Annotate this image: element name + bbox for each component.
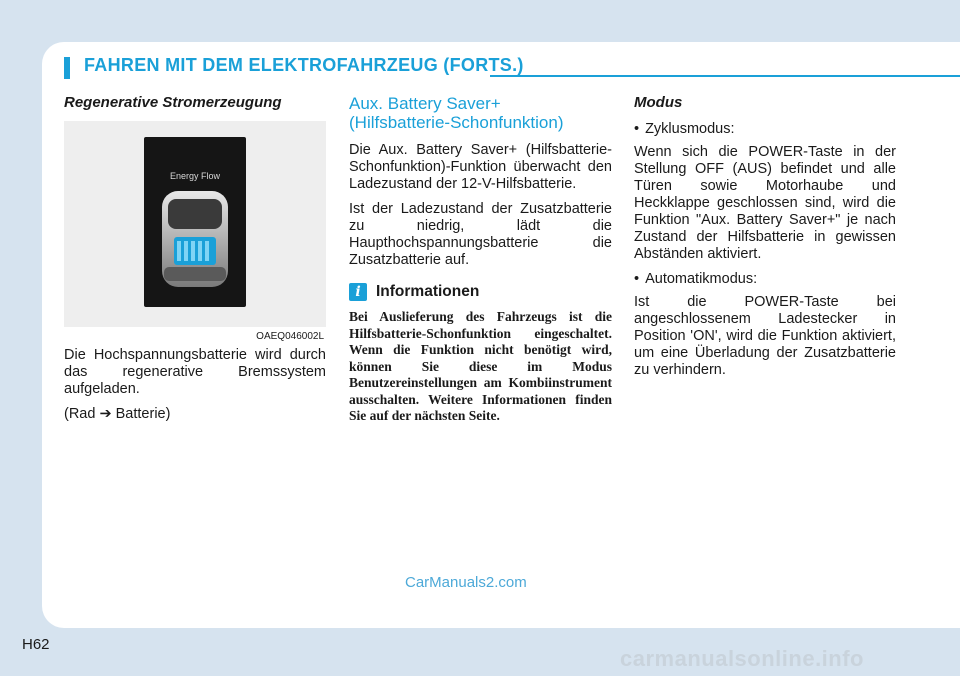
energy-flow-title: Energy Flow	[169, 171, 221, 181]
footer-watermark: carmanualsonline.info	[620, 646, 864, 671]
heading-aux-line2: (Hilfsbatterie-Schonfunktion)	[349, 113, 564, 132]
paragraph-auto-mode: Ist die POWER-Taste bei angeschlossenem Ladestecker in Position 'ON', wird die Funktion aktiviert, um eine Überladung der Zusatzbatterie zu verhindern.	[634, 294, 896, 378]
heading-aux-line1: Aux. Battery Saver+	[349, 94, 501, 113]
heading-aux-saver	[349, 94, 612, 132]
bullet-auto-mode: • Automatikmodus:	[634, 271, 896, 288]
info-header	[349, 283, 612, 301]
heading-regenerative: Regenerative Stromerzeugung	[64, 94, 282, 111]
section-title: FAHREN MIT DEM ELEKTROFAHRZEUG (FORTS.)	[84, 55, 524, 75]
paragraph-cycle-mode: Wenn sich die POWER-Taste in der Stellung OFF (AUS) befindet und alle Türen sowie Motorhaube und Heckklappe geschlossen sind, wird die Funktion "Aux. Battery Saver+" je nach Zustand der Hilfsbatterie in gewissen Abständen aktiviert.	[634, 144, 896, 262]
heading-modus: Modus	[634, 94, 683, 111]
column-aux-saver	[349, 94, 612, 425]
paragraph-flow: (Rad ➔ Batterie)	[64, 406, 171, 422]
energy-flow-figure	[64, 121, 326, 342]
figure-code: OAEQ046002L	[256, 331, 324, 342]
header-rule	[490, 75, 960, 77]
info-title: Informationen	[376, 283, 480, 300]
paragraph-hv-battery: Die Hochspannungsbatterie wird durch das regenerative Bremssystem aufgeladen.	[64, 347, 326, 397]
column-modus	[634, 94, 896, 387]
info-icon: i	[349, 283, 367, 301]
paragraph-aux-monitor: Die Aux. Battery Saver+ (Hilfsbatterie-Schonfunktion)-Funktion überwacht den Ladezustand der 12-V-Hilfsbatterie.	[349, 142, 612, 192]
car-energy-icon	[144, 137, 246, 307]
column-regenerative	[64, 94, 326, 431]
paragraph-aux-charge: Ist der Ladezustand der Zusatzbatterie zu niedrig, lädt die Haupthochspannungsbatterie die Zusatzbatterie auf.	[349, 201, 612, 268]
energy-flow-screen	[144, 137, 246, 307]
bullet-cycle-mode: • Zyklusmodus:	[634, 121, 896, 138]
header-accent-bar	[64, 57, 70, 79]
carmanuals-watermark-link[interactable]: CarManuals2.com	[405, 574, 527, 591]
info-text: Bei Auslieferung des Fahrzeugs ist die Hilfsbatterie-Schonfunktion eingeschaltet. Wenn die Funktion nicht benötigt wird, können Sie diese im Modus Benutzereinstellungen am Kombiinstrument ausschalten. Weitere Informationen finden Sie auf der nächsten Seite.	[349, 309, 612, 423]
page-number: H62	[22, 636, 50, 653]
